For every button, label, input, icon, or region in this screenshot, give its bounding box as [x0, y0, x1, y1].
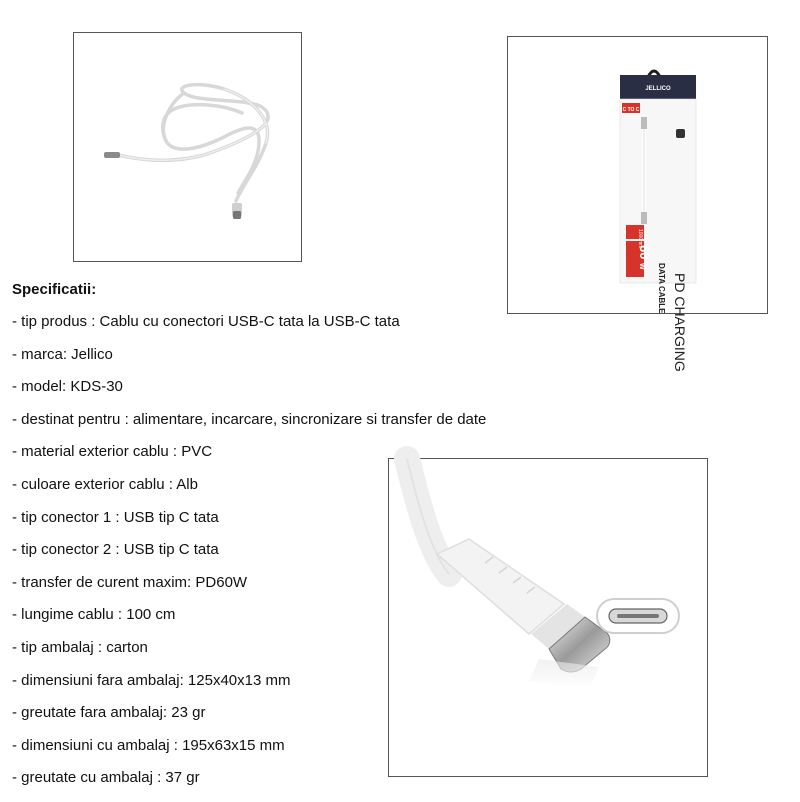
package-power-unit: W	[638, 263, 645, 270]
spec-item: - culoare exterior cablu : Alb	[12, 475, 198, 493]
package-illustration	[508, 37, 769, 372]
package-line2: DATA CABLE	[657, 263, 666, 314]
specs-title: Specificatii:	[12, 281, 97, 298]
spec-item: - tip conector 1 : USB tip C tata	[12, 508, 219, 526]
cable-coil-photo	[73, 32, 302, 262]
spec-item: - model: KDS-30	[12, 378, 123, 396]
package-line1: PD CHARGING	[672, 273, 688, 372]
spec-item: - tip conector 2 : USB tip C tata	[12, 541, 219, 559]
package-cert-icon	[676, 129, 685, 138]
spec-item: - greutate fara ambalaj: 23 gr	[12, 704, 206, 722]
spec-item: - material exterior cablu : PVC	[12, 443, 213, 461]
spec-item: - lungime cablu : 100 cm	[12, 606, 176, 624]
package-brand: JELLICO	[645, 86, 671, 92]
spec-item: - destinat pentru : alimentare, incarcare, sincronizare si transfer de date	[12, 410, 487, 428]
spec-item: - dimensiuni fara ambalaj: 125x40x13 mm	[12, 671, 291, 689]
package-tag: C TO C	[622, 107, 640, 113]
spec-item: - tip ambalaj : carton	[12, 638, 148, 656]
cable-coil-illustration	[74, 33, 303, 263]
spec-item: - tip produs : Cablu cu conectori USB-C tata la USB-C tata	[12, 313, 400, 330]
spec-item: - greutate cu ambalaj : 37 gr	[12, 769, 200, 787]
usb-c-plug-left	[104, 152, 120, 158]
package-length: 1000mm	[637, 229, 643, 249]
package-photo	[507, 36, 768, 372]
usb-c-plug-bottom	[233, 211, 241, 219]
spec-item: - marca: Jellico	[12, 345, 113, 363]
spec-item: - dimensiuni cu ambalaj : 195x63x15 mm	[12, 736, 285, 754]
specs-list	[12, 313, 486, 802]
spec-item: - transfer de curent maxim: PD60W	[12, 573, 248, 591]
package-power: 60	[637, 245, 652, 260]
